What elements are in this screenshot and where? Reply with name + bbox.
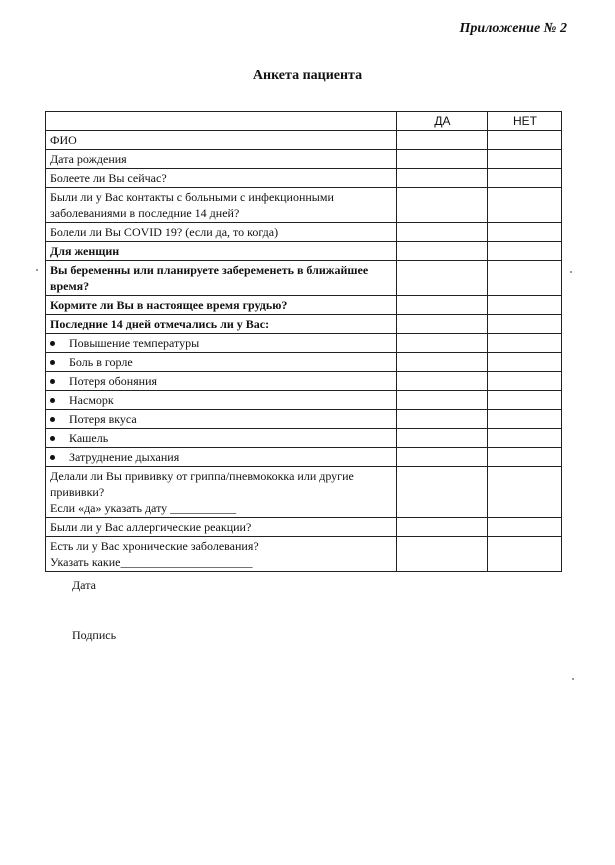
no-answer-cell[interactable]: [488, 131, 562, 150]
table-row: [46, 372, 562, 391]
question-covid: Болели ли Вы COVID 19? (если да, то когда): [46, 223, 397, 242]
yes-answer-cell[interactable]: [397, 353, 488, 372]
symptom-label: Насморк: [69, 393, 114, 407]
yes-answer-cell[interactable]: [397, 429, 488, 448]
question-full-name: ФИО: [46, 131, 397, 150]
question-symptoms-header: Последние 14 дней отмечались ли у Вас:: [46, 315, 397, 334]
table-row: [46, 188, 562, 223]
vaccination-question-text: Делали ли Вы прививку от гриппа/пневмококка или другие прививки?: [50, 469, 354, 499]
table-row: [46, 242, 562, 261]
appendix-number: Приложение № 2: [459, 21, 567, 36]
yes-answer-cell[interactable]: [397, 448, 488, 467]
bullet-icon: [50, 417, 55, 422]
symptom-label: Потеря вкуса: [69, 412, 137, 426]
form-title: Анкета пациента: [252, 68, 363, 83]
symptom-item: [46, 448, 397, 467]
table-row: [46, 448, 562, 467]
question-ill-now: Болеете ли Вы сейчас?: [46, 169, 397, 188]
yes-answer-cell[interactable]: [397, 410, 488, 429]
no-answer-cell[interactable]: [488, 150, 562, 169]
bullet-icon: [50, 341, 55, 346]
table-row: [46, 518, 562, 537]
signature-label: Подпись: [72, 628, 117, 642]
table-row: [46, 410, 562, 429]
no-answer-cell[interactable]: [488, 372, 562, 391]
no-answer-cell[interactable]: [488, 429, 562, 448]
no-answer-cell[interactable]: [488, 334, 562, 353]
symptom-item: [46, 391, 397, 410]
symptom-label: Потеря обоняния: [69, 374, 158, 388]
no-column-header: НЕТ: [488, 112, 562, 131]
symptom-item: [46, 429, 397, 448]
bullet-icon: [50, 455, 55, 460]
scan-speck: [572, 678, 574, 680]
yes-answer-cell[interactable]: [397, 188, 488, 223]
table-row: [46, 537, 562, 572]
scan-speck: [36, 269, 38, 271]
symptom-label: Повышение температуры: [69, 336, 200, 350]
symptom-label: Боль в горле: [69, 355, 133, 369]
table-row: [46, 131, 562, 150]
no-answer-cell[interactable]: [488, 391, 562, 410]
no-answer-cell[interactable]: [488, 242, 562, 261]
table-row: [46, 261, 562, 296]
bullet-icon: [50, 360, 55, 365]
no-answer-cell[interactable]: [488, 261, 562, 296]
table-row: [46, 467, 562, 518]
table-row: [46, 391, 562, 410]
symptom-item: [46, 353, 397, 372]
scan-speck: [570, 271, 572, 273]
yes-answer-cell[interactable]: [397, 334, 488, 353]
yes-answer-cell[interactable]: [397, 150, 488, 169]
bullet-icon: [50, 436, 55, 441]
table-row: [46, 353, 562, 372]
yes-answer-cell[interactable]: [397, 131, 488, 150]
no-answer-cell[interactable]: [488, 448, 562, 467]
symptom-item: [46, 410, 397, 429]
yes-answer-cell[interactable]: [397, 296, 488, 315]
questionnaire-table: [45, 111, 562, 572]
yes-answer-cell[interactable]: [397, 391, 488, 410]
symptom-item: [46, 334, 397, 353]
table-row: [46, 429, 562, 448]
yes-answer-cell[interactable]: [397, 261, 488, 296]
table-row: [46, 169, 562, 188]
no-answer-cell[interactable]: [488, 537, 562, 572]
date-label: Дата: [72, 578, 96, 592]
symptom-item: [46, 372, 397, 391]
table-row: [46, 223, 562, 242]
yes-answer-cell[interactable]: [397, 242, 488, 261]
question-infection-contacts: Были ли у Вас контакты с больными с инфекционными заболеваниями в последние 14 дней?: [46, 188, 397, 223]
no-answer-cell[interactable]: [488, 315, 562, 334]
bullet-icon: [50, 379, 55, 384]
yes-answer-cell[interactable]: [397, 169, 488, 188]
question-allergy: Были ли у Вас аллергические реакции?: [46, 518, 397, 537]
table-row: [46, 315, 562, 334]
question-vaccination: [46, 467, 397, 518]
table-row: [46, 296, 562, 315]
no-answer-cell[interactable]: [488, 410, 562, 429]
chronic-specify-field[interactable]: Указать какие______________________: [50, 555, 253, 569]
yes-column-header: ДА: [397, 112, 488, 131]
table-row: [46, 150, 562, 169]
yes-answer-cell[interactable]: [397, 372, 488, 391]
no-answer-cell[interactable]: [488, 467, 562, 518]
symptom-label: Затруднение дыхания: [69, 450, 180, 464]
section-for-women: Для женщин: [46, 242, 397, 261]
question-header-cell: [46, 112, 397, 131]
bullet-icon: [50, 398, 55, 403]
question-birth-date: Дата рождения: [46, 150, 397, 169]
no-answer-cell[interactable]: [488, 296, 562, 315]
symptom-label: Кашель: [69, 431, 109, 445]
yes-answer-cell[interactable]: [397, 537, 488, 572]
question-chronic: [46, 537, 397, 572]
no-answer-cell[interactable]: [488, 169, 562, 188]
chronic-question-text: Есть ли у Вас хронические заболевания?: [50, 539, 259, 553]
question-breastfeeding: Кормите ли Вы в настоящее время грудью?: [46, 296, 397, 315]
no-answer-cell[interactable]: [488, 188, 562, 223]
yes-answer-cell[interactable]: [397, 518, 488, 537]
yes-answer-cell[interactable]: [397, 467, 488, 518]
no-answer-cell[interactable]: [488, 223, 562, 242]
yes-answer-cell[interactable]: [397, 223, 488, 242]
question-pregnancy: Вы беременны или планируете забеременеть в ближайшее время?: [46, 261, 397, 296]
table-row: [46, 334, 562, 353]
no-answer-cell[interactable]: [488, 353, 562, 372]
yes-answer-cell[interactable]: [397, 315, 488, 334]
no-answer-cell[interactable]: [488, 518, 562, 537]
vaccination-date-field[interactable]: Если «да» указать дату ___________: [50, 501, 237, 515]
table-header-row: [46, 112, 562, 131]
